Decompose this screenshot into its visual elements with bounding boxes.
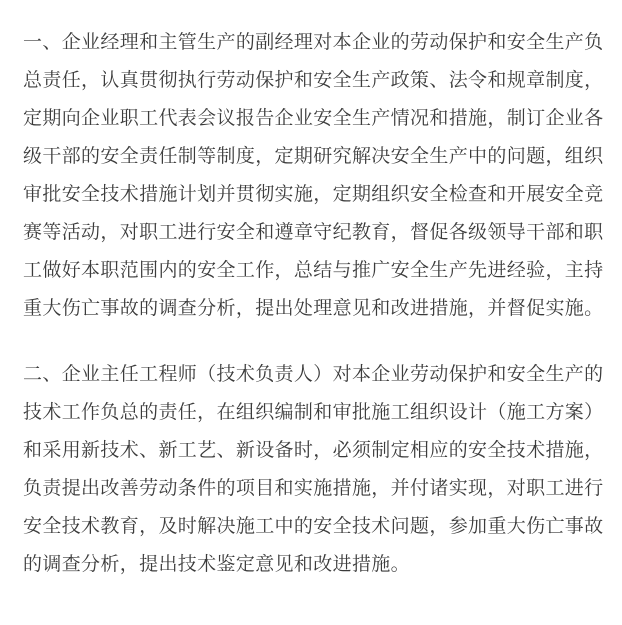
paragraph-2-line-2: 技术工作负总的责任，在组织编制和审批施工组织设计（施工方案） (23, 401, 604, 423)
paragraph-1-line-7: 工做好本职范围内的安全工作，总结与推广安全生产先进经验，主持 (23, 259, 604, 281)
paragraph-1-line-8: 重大伤亡事故的调查分析，提出处理意见和改进措施，并督促实施。 (23, 297, 604, 319)
paragraph-1-line-4: 级干部的安全责任制等制度，定期研究解决安全生产中的问题，组织 (23, 145, 604, 167)
paragraph-2-line-3: 和采用新技术、新工艺、新设备时，必须制定相应的安全技术措施， (23, 439, 604, 461)
paragraph-1-line-2: 总责任，认真贯彻执行劳动保护和安全生产政策、法令和规章制度， (23, 69, 604, 91)
paragraph-1-line-5: 审批安全技术措施计划并贯彻实施，定期组织安全检查和开展安全竞 (23, 183, 604, 205)
paragraph-2-line-1: 二、企业主任工程师（技术负责人）对本企业劳动保护和安全生产的 (23, 363, 604, 385)
paragraph-2-line-6: 的调查分析，提出技术鉴定意见和改进措施。 (23, 553, 411, 575)
paragraph-1-line-3: 定期向企业职工代表会议报告企业安全生产情况和措施，制订企业各 (23, 107, 604, 129)
paragraph-2-line-5: 安全技术教育，及时解决施工中的安全技术问题，参加重大伤亡事故 (23, 515, 604, 537)
paragraph-1-line-6: 赛等活动，对职工进行安全和遵章守纪教育，督促各级领导干部和职 (23, 221, 604, 243)
paragraph-2-line-4: 负责提出改善劳动条件的项目和实施措施，并付诸实现，对职工进行 (23, 477, 604, 499)
paragraph-1-line-1: 一、企业经理和主管生产的副经理对本企业的劳动保护和安全生产负 (23, 31, 604, 53)
